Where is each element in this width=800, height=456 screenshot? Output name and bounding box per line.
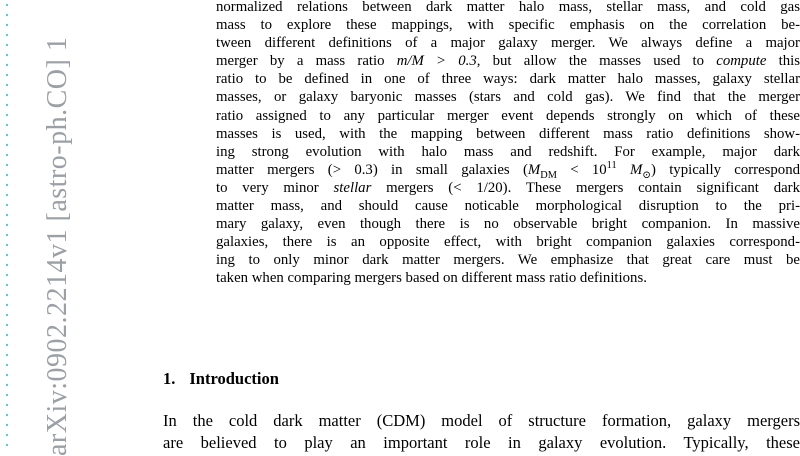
abstract-line: masses, or galaxy baryonic masses (stars and cold gas). We find that the merger — [216, 89, 800, 106]
abstract-line: mass to explore these mappings, with specific emphasis on the correlation be- — [216, 17, 800, 34]
abstract-line: taken when comparing mergers based on different mass ratio definitions. — [216, 270, 647, 287]
intro-line: In the cold dark matter (CDM) model of structure formation, galaxy mergers — [163, 411, 800, 430]
abstract-line: tween different definitions of a major galaxy merger. We always define a major — [216, 35, 800, 52]
abstract-line: ing strong evolution with halo mass and redshift. For example, major dark — [216, 143, 800, 160]
intro-line: are believed to play an important role in galaxy evolution. Typically, these — [163, 433, 800, 452]
section-title: Introduction — [189, 369, 279, 388]
abstract-line: to very minor stellar mergers (< 1/20). These mergers contain significant dark — [216, 179, 800, 196]
emphasis-stellar: stellar — [333, 179, 372, 196]
abstract-line: matter mergers (> 0.3) in small galaxies ($M_{DM} < 10^{11}$ $M_⊙$) typically correspond — [216, 159, 800, 181]
abstract-line: normalized relations between dark matter halo mass, stellar mass, and cold gas — [216, 0, 800, 15]
section-heading — [163, 369, 279, 389]
arxiv-identifier: arXiv:0902.2214v1 [astro-ph.CO] 1 — [42, 36, 73, 456]
abstract-line: merger by a mass ratio m/M > 0.3, but allow the masses used to compute this — [216, 53, 800, 70]
intro-paragraph — [163, 410, 800, 454]
abstract-line: mary galaxy, even though there is no observable bright companion. In massive — [216, 216, 800, 233]
arxiv-dotted-rule — [6, 0, 8, 450]
emphasis-compute: compute — [716, 53, 767, 70]
abstract-line: ratio to be defined in one of three ways: dark matter halo masses, galaxy stellar — [216, 71, 800, 88]
math-mass-ratio: m/M > 0.3 — [396, 53, 477, 70]
abstract-line: ing to only minor dark matter mergers. We emphasize that great care must be — [216, 252, 800, 269]
section-number: 1. — [163, 369, 176, 388]
abstract-line: ratio assigned to any particular merger event depends strongly on which of these — [216, 107, 800, 124]
abstract-line: matter mass, and should cause noticable morphological disruption to the pri- — [216, 198, 800, 215]
abstract-line: galaxies, there is an opposite effect, with bright companion galaxies correspond- — [216, 234, 800, 251]
abstract-body — [216, 0, 800, 288]
abstract-line: masses is used, with the mapping between different mass ratio definitions show- — [216, 125, 800, 142]
arxiv-margin — [0, 0, 73, 456]
